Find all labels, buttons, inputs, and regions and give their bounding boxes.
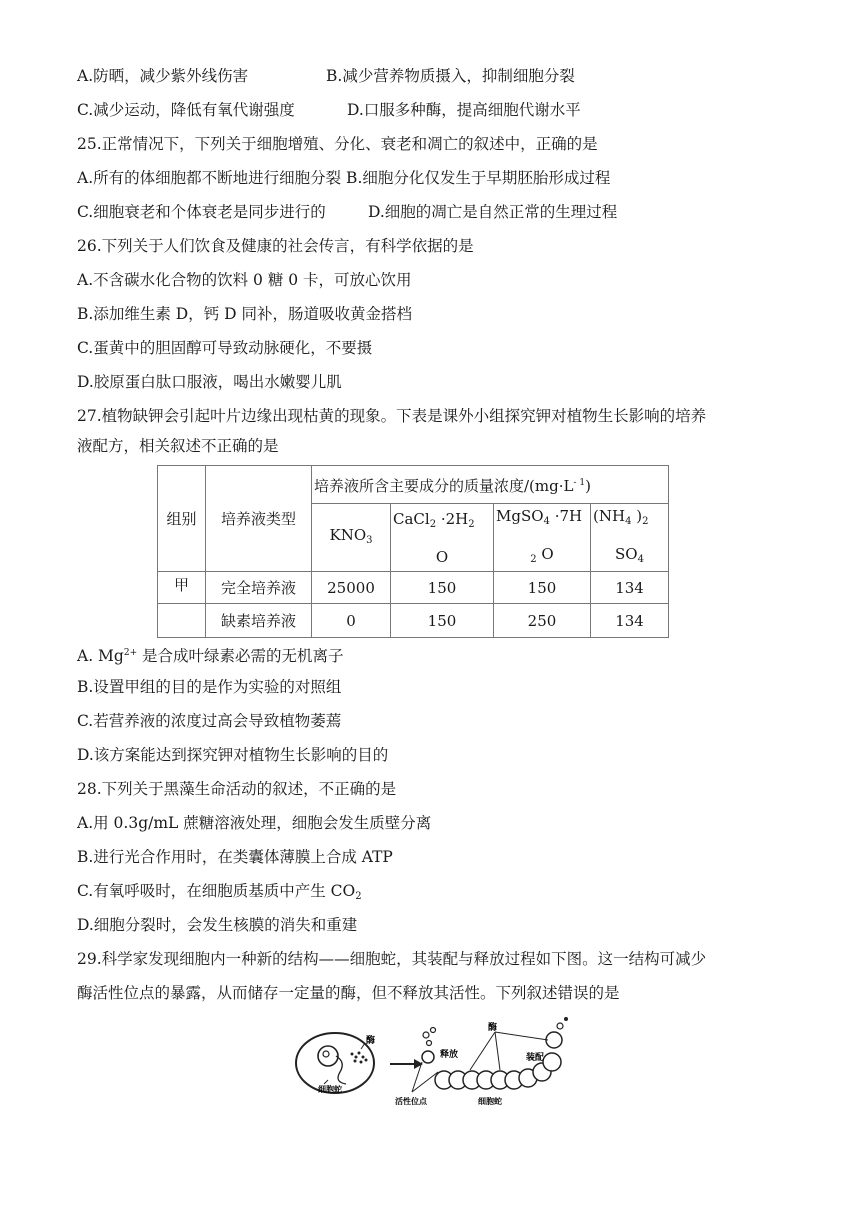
q25-stem: 25.正常情况下，下列关于细胞增殖、分化、衰老和凋亡的叙述中，正确的是 xyxy=(77,135,598,153)
label-assembly: 装配 xyxy=(526,1053,545,1063)
cell-nh4: 134 xyxy=(591,604,669,638)
cell-cacl2: 150 xyxy=(391,572,494,604)
q27-option-b: B.设置甲组的目的是作为实验的对照组 xyxy=(77,678,342,696)
q26-option-d: D.胶原蛋白肽口服液，喝出水嫩婴儿肌 xyxy=(77,373,342,391)
q26-option-c: C.蛋黄中的胆固醇可导致动脉硬化，不要摄 xyxy=(77,339,373,357)
cell-group xyxy=(158,604,206,638)
header-solution-type: 培养液类型 xyxy=(206,466,312,572)
q28-option-a: A.用 0.3g/mL 蔗糖溶液处理，细胞会发生质壁分离 xyxy=(77,814,432,832)
q28-option-c: C.有氧呼吸时，在细胞质基质中产生 $CO_2$ xyxy=(77,882,362,902)
header-cacl2: CaCl$_2$ $\cdot 2H_2$ O xyxy=(391,504,494,572)
header-nh4-2so4: ($NH_4$ )$_2$ $SO_4$ xyxy=(591,504,669,572)
q28-stem: 28.下列关于黑藻生命活动的叙述，不正确的是 xyxy=(77,780,397,798)
q24-option-c: C.减少运动，降低有氧代谢强度 xyxy=(77,101,295,119)
header-kno3: $KNO_3$ xyxy=(312,504,391,572)
label-enzyme: 酶 xyxy=(366,1036,376,1046)
q24-option-a: A.防晒，减少紫外线伤害 xyxy=(77,67,249,85)
q27-stem-line1: 27.植物缺钾会引起叶片边缘出现枯黄的现象。下表是课外小组探究钾对植物生长影响的培养 xyxy=(77,407,707,425)
cell-kno3: 25000 xyxy=(312,572,391,604)
header-mgso4: MgSO$_4$ ·7H $_2$ O xyxy=(494,504,591,572)
q24-option-b: B.减少营养物质摄入，抑制细胞分裂 xyxy=(326,67,575,85)
q25-options-ab: A.所有的体细胞都不断地进行细胞分裂 B.细胞分化仅发生于早期胚胎形成过程 xyxy=(77,169,611,187)
cell-group: 甲 xyxy=(158,572,206,604)
q25-option-c: C.细胞衰老和个体衰老是同步进行的 xyxy=(77,203,326,221)
q27-option-a: A. $Mg^{2+}$ 是合成叶绿素必需的无机离子 xyxy=(77,647,344,665)
cell-mgso4: 150 xyxy=(494,572,591,604)
q27-option-c: C.若营养液的浓度过高会导致植物萎蔫 xyxy=(77,712,342,730)
cell-type: 缺素培养液 xyxy=(206,604,312,638)
q25-option-d: D.细胞的凋亡是自然正常的生理过程 xyxy=(368,203,618,221)
cell-mgso4: 250 xyxy=(494,604,591,638)
q24-option-d: D.口服多种酶，提高细胞代谢水平 xyxy=(347,101,581,119)
q26-option-a: A.不含碳水化合物的饮料 0 糖 0 卡，可放心饮用 xyxy=(77,271,412,289)
table-row xyxy=(158,604,669,638)
label-cell-snake-bottom: 细胞蛇 xyxy=(478,1097,502,1106)
q28-option-b: B.进行光合作用时，在类囊体薄膜上合成 ATP xyxy=(77,848,393,866)
cell-nh4: 134 xyxy=(591,572,669,604)
q26-stem: 26.下列关于人们饮食及健康的社会传言，有科学依据的是 xyxy=(77,237,474,255)
cell-snake-figure xyxy=(290,1010,590,1110)
enzyme-icon xyxy=(422,1051,434,1063)
label-release: 释放 xyxy=(440,1050,459,1060)
q26-option-b: B.添加维生素 D，钙 D 同补，肠道吸收黄金搭档 xyxy=(77,305,412,323)
cell-kno3: 0 xyxy=(312,604,391,638)
q28-option-d: D.细胞分裂时，会发生核膜的消失和重建 xyxy=(77,916,358,934)
header-group: 组别 xyxy=(158,466,206,572)
q27-option-d: D.该方案能达到探究钾对植物生长影响的目的 xyxy=(77,746,389,764)
table-row xyxy=(158,572,669,604)
label-active-site: 活性位点 xyxy=(395,1097,427,1106)
label-enzyme-2: 酶 xyxy=(488,1023,498,1033)
culture-solution-table xyxy=(157,465,669,638)
q29-stem-line2: 酶活性位点的暴露，从而储存一定量的酶，但不释放其活性。下列叙述错误的是 xyxy=(77,984,620,1002)
cell-type: 完全培养液 xyxy=(206,572,312,604)
q27-stem-line2: 液配方，相关叙述不正确的是 xyxy=(77,437,279,455)
cell-cacl2: 150 xyxy=(391,604,494,638)
label-cell-snake-left: 细胞蛇 xyxy=(318,1085,342,1094)
header-concentration: 培养液所含主要成分的质量浓度$/(mg\cdot L^{- 1})$ xyxy=(312,466,669,504)
q29-stem-line1: 29.科学家发现细胞内一种新的结构——细胞蛇，其装配与释放过程如下图。这一结构可减少 xyxy=(77,950,707,968)
